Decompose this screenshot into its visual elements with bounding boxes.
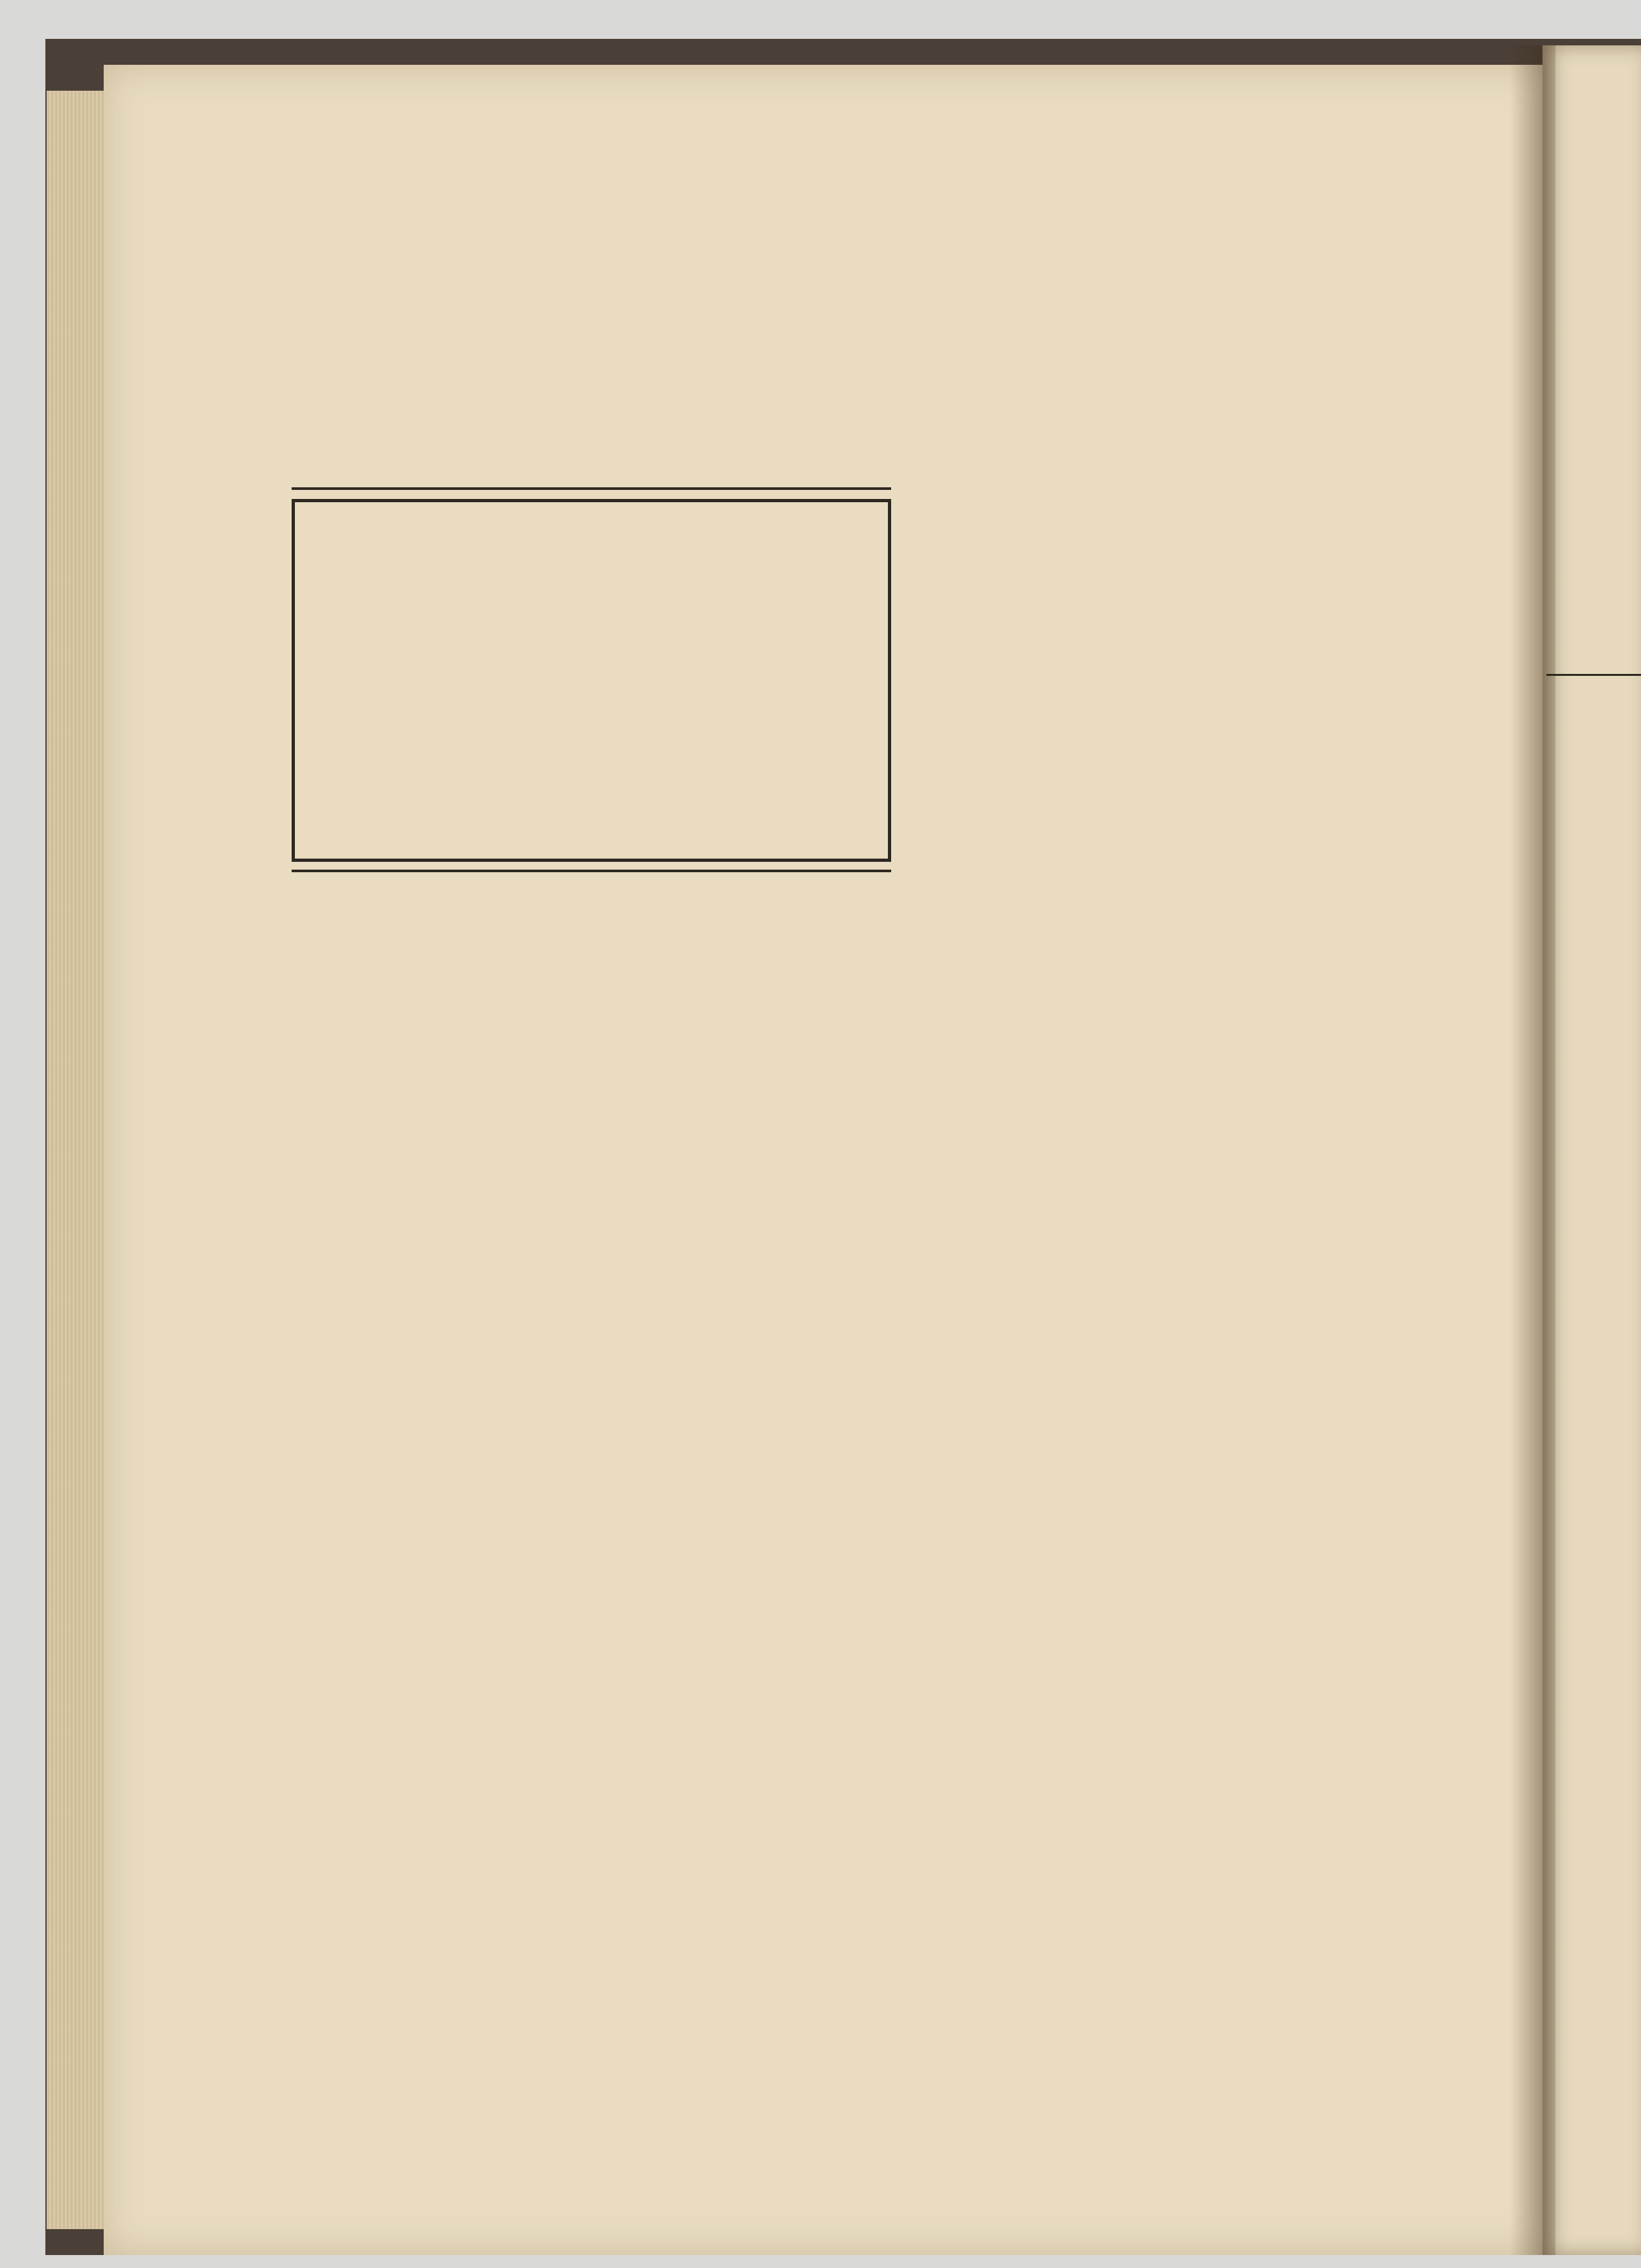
facing-page-rule <box>1546 674 1641 676</box>
book-page-edges <box>47 91 111 2229</box>
ad-top-rule <box>292 487 891 490</box>
ad-bottom-rule <box>292 870 891 872</box>
dental-clinic-ad <box>292 499 891 862</box>
book-page <box>104 65 1549 2255</box>
facing-page <box>1542 45 1641 2255</box>
